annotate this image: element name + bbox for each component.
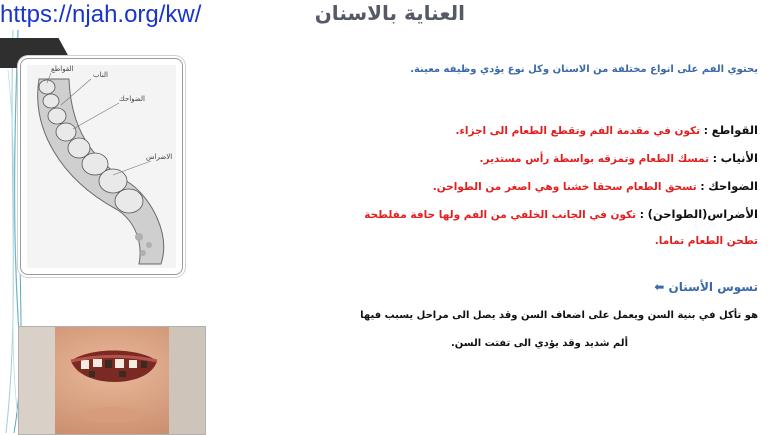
teeth-diagram-card [20, 58, 183, 275]
page-title: العناية بالاسنان [314, 1, 465, 25]
label-incisors: القواطع [51, 65, 74, 73]
decay-heading [654, 280, 758, 294]
decay-heading-text: تسوس الأسنان [668, 280, 758, 294]
tooth-name: الأنياب [720, 151, 758, 165]
label-canine: الناب [93, 71, 108, 79]
list-item-canines: الأنياب : تمسك الطعام وتمزقه بواسطة رأس مستدير. [479, 151, 758, 165]
list-item-molars-cont [655, 235, 758, 247]
source-url[interactable]: https://njah.org/kw/ [0, 1, 202, 28]
arrow-right-icon: ⬅ [654, 280, 665, 294]
tooth-desc: تسحق الطعام سحقا خشنا وهي اصغر من الطواحن. [432, 181, 697, 193]
label-premolars: الضواحك [119, 95, 145, 103]
tooth-name: الأضراس(الطواحن) [647, 207, 758, 221]
teeth-jaw-illustration [21, 59, 182, 274]
tooth-name: الضواحك [708, 179, 758, 193]
label-molars: الاضراس [146, 153, 173, 161]
decay-paragraph-line-2: ألم شديد وقد يؤدي الى تفتت السن. [451, 338, 628, 349]
intro-text: يحتوي الفم على انواع مختلفة من الاسنان وكل نوع يؤدي وظيفه معينة. [410, 64, 758, 75]
tooth-desc-cont: تطحن الطعام تماما. [654, 235, 758, 247]
child-teeth-photo [18, 326, 206, 435]
tooth-desc: تمسك الطعام وتمزقه بواسطة رأس مستدير. [479, 153, 710, 165]
decay-paragraph-line-1: هو تأكل في بنية السن ويعمل على اضعاف السن وقد يصل الى مراحل يسبب فيها [360, 310, 758, 321]
list-item-premolars: الضواحك : تسحق الطعام سحقا خشنا وهي اصغر من الطواحن. [432, 179, 758, 193]
tooth-desc: تكون في مقدمة الفم وتقطع الطعام الى اجزاء. [455, 125, 701, 137]
tooth-desc: تكون في الجانب الخلفي من الفم ولها حافة مفلطحة [364, 209, 637, 221]
list-item-molars: الأضراس(الطواحن) : تكون في الجانب الخلفي من الفم ولها حافة مفلطحة [364, 207, 758, 221]
tooth-name: القواطع [711, 123, 758, 137]
list-item-incisors: القواطع : تكون في مقدمة الفم وتقطع الطعام الى اجزاء. [455, 123, 758, 137]
